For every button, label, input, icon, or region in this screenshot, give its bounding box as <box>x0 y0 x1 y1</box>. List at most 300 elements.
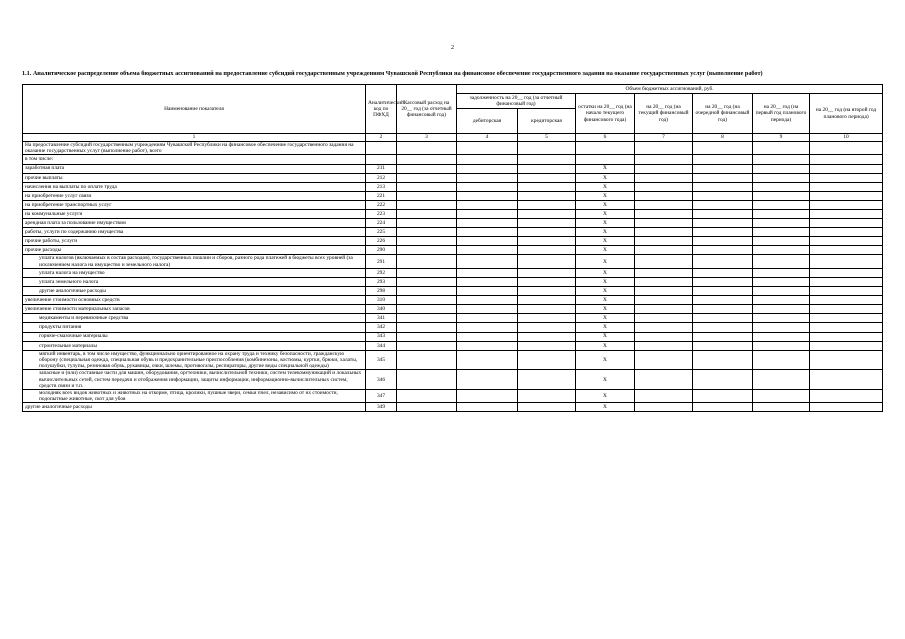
row-balance-mark: X <box>576 277 635 286</box>
row-balance-mark: X <box>576 268 635 277</box>
row-value-cell <box>397 350 457 370</box>
row-value-cell <box>635 350 693 370</box>
row-value-cell <box>397 268 457 277</box>
column-numbers-row <box>23 134 883 142</box>
row-value-cell <box>810 237 883 246</box>
header-debit: дебиторская <box>457 109 518 134</box>
row-value-cell <box>518 350 576 370</box>
row-value-cell <box>753 228 810 237</box>
table-row <box>23 191 883 200</box>
table-row <box>23 277 883 286</box>
header-code: Аналитический код по ПФХД <box>366 85 397 134</box>
row-value-cell <box>753 155 810 164</box>
header-cash: Кассовый расход на 20__ год (за отчетный финансовый год) <box>397 85 457 134</box>
row-balance-mark: X <box>576 332 635 341</box>
table-row <box>23 323 883 332</box>
row-value-cell <box>635 268 693 277</box>
row-name: увеличение стоимости основных средств <box>23 296 366 305</box>
row-value-cell <box>810 209 883 218</box>
row-value-cell <box>518 142 576 155</box>
row-value-cell <box>397 305 457 314</box>
row-value-cell <box>518 182 576 191</box>
document-title: 1.1. Аналитическое распределение объема бюджетных ассигнований на предоставление субсидий государственным учреждениям Чувашской Республики на финансовое обеспечение государственного задания на оказание государственных услуг (выполнение работ) <box>22 70 763 77</box>
row-balance-mark: X <box>576 182 635 191</box>
row-code: 293 <box>366 277 397 286</box>
row-value-cell <box>635 200 693 209</box>
row-value-cell <box>810 296 883 305</box>
row-code: 346 <box>366 370 397 390</box>
row-value-cell <box>397 370 457 390</box>
table-row <box>23 209 883 218</box>
table-row <box>23 370 883 390</box>
row-value-cell <box>518 287 576 296</box>
row-value-cell <box>753 370 810 390</box>
row-balance-mark: X <box>576 228 635 237</box>
row-value-cell <box>753 200 810 209</box>
row-value-cell <box>810 332 883 341</box>
row-value-cell <box>635 237 693 246</box>
row-value-cell <box>457 209 518 218</box>
row-value-cell <box>635 255 693 268</box>
allocation-table <box>22 84 883 412</box>
row-value-cell <box>810 389 883 402</box>
row-balance-mark <box>576 142 635 155</box>
row-name: уплата налогов (включаемых в состав расходов), государственных пошлин и сборов, разного рода платежей в бюджеты всех уровней (за исключением налога на имущество и земельного налога) <box>23 255 366 268</box>
row-value-cell <box>693 255 753 268</box>
table-row <box>23 255 883 268</box>
table-row <box>23 155 883 164</box>
row-name: горюче-смазочные материалы <box>23 332 366 341</box>
row-value-cell <box>693 314 753 323</box>
column-number: 6 <box>576 134 635 142</box>
table-row <box>23 219 883 228</box>
row-value-cell <box>810 228 883 237</box>
row-value-cell <box>457 332 518 341</box>
row-value-cell <box>397 142 457 155</box>
row-value-cell <box>810 403 883 412</box>
row-code <box>366 142 397 155</box>
header-balance: остатки на 20__ год (на начало текущего финансового года) <box>576 94 635 134</box>
table-row <box>23 173 883 182</box>
row-value-cell <box>457 389 518 402</box>
row-value-cell <box>693 237 753 246</box>
row-name: на приобретение услуг связи <box>23 191 366 200</box>
row-value-cell <box>810 341 883 350</box>
row-value-cell <box>635 191 693 200</box>
row-balance-mark: X <box>576 314 635 323</box>
table-row <box>23 182 883 191</box>
row-value-cell <box>753 323 810 332</box>
row-balance-mark: X <box>576 287 635 296</box>
row-code: 343 <box>366 332 397 341</box>
row-value-cell <box>810 255 883 268</box>
row-value-cell <box>635 370 693 390</box>
row-value-cell <box>635 389 693 402</box>
row-code: 291 <box>366 255 397 268</box>
row-value-cell <box>518 237 576 246</box>
row-value-cell <box>810 246 883 255</box>
row-value-cell <box>397 296 457 305</box>
row-code: 211 <box>366 164 397 173</box>
row-value-cell <box>635 142 693 155</box>
row-code: 292 <box>366 268 397 277</box>
row-value-cell <box>457 287 518 296</box>
table-row <box>23 228 883 237</box>
row-value-cell <box>518 268 576 277</box>
row-value-cell <box>397 287 457 296</box>
table-row <box>23 314 883 323</box>
row-balance-mark: X <box>576 403 635 412</box>
row-value-cell <box>518 164 576 173</box>
row-value-cell <box>635 341 693 350</box>
row-value-cell <box>518 228 576 237</box>
row-name: начисления на выплаты по оплате труда <box>23 182 366 191</box>
row-value-cell <box>518 296 576 305</box>
row-value-cell <box>693 389 753 402</box>
row-value-cell <box>457 370 518 390</box>
row-value-cell <box>693 173 753 182</box>
row-value-cell <box>518 191 576 200</box>
row-code: 344 <box>366 341 397 350</box>
table-row <box>23 142 883 155</box>
row-value-cell <box>518 403 576 412</box>
row-value-cell <box>693 332 753 341</box>
row-value-cell <box>693 191 753 200</box>
row-balance-mark: X <box>576 164 635 173</box>
row-value-cell <box>753 173 810 182</box>
row-value-cell <box>397 277 457 286</box>
row-balance-mark: X <box>576 255 635 268</box>
header-next: на 20__ год (на очередной финансовый год) <box>693 94 753 134</box>
row-name: заработная плата <box>23 164 366 173</box>
row-value-cell <box>635 228 693 237</box>
table-row <box>23 305 883 314</box>
table-row <box>23 246 883 255</box>
row-value-cell <box>753 268 810 277</box>
row-name: запасные и (или) составные части для машин, оборудования, оргтехники, вычислительной техники, систем телекоммуникаций и локальных вычислительных сетей, систем передачи и отображения информации, защиты информации, информационно-вычислительных систем, средств связи и т.п. <box>23 370 366 390</box>
row-name: прочие расходы <box>23 246 366 255</box>
row-value-cell <box>397 182 457 191</box>
row-balance-mark: X <box>576 296 635 305</box>
row-name: в том числе: <box>23 155 366 164</box>
row-name: на коммунальные услуги <box>23 209 366 218</box>
row-value-cell <box>397 237 457 246</box>
row-value-cell <box>693 403 753 412</box>
row-value-cell <box>457 268 518 277</box>
row-value-cell <box>635 182 693 191</box>
row-value-cell <box>693 287 753 296</box>
row-value-cell <box>753 350 810 370</box>
column-number: 7 <box>635 134 693 142</box>
row-value-cell <box>693 182 753 191</box>
row-value-cell <box>753 182 810 191</box>
row-name: прочие работы, услуги <box>23 237 366 246</box>
column-number: 9 <box>753 134 810 142</box>
row-balance-mark: X <box>576 237 635 246</box>
row-code: 212 <box>366 173 397 182</box>
row-code: 290 <box>366 246 397 255</box>
row-value-cell <box>457 255 518 268</box>
row-value-cell <box>693 246 753 255</box>
row-value-cell <box>397 246 457 255</box>
row-name: на приобретение транспортных услуг <box>23 200 366 209</box>
row-value-cell <box>753 246 810 255</box>
row-code: 226 <box>366 237 397 246</box>
row-name: другие аналогичные расходы <box>23 403 366 412</box>
row-value-cell <box>457 155 518 164</box>
row-code: 213 <box>366 182 397 191</box>
header-debt-group: задолженность на 20__ год (за отчетный финансовый год) <box>457 94 576 109</box>
row-code: 310 <box>366 296 397 305</box>
row-value-cell <box>518 219 576 228</box>
row-value-cell <box>457 403 518 412</box>
row-code: 224 <box>366 219 397 228</box>
row-value-cell <box>693 341 753 350</box>
row-value-cell <box>693 305 753 314</box>
row-value-cell <box>693 268 753 277</box>
row-value-cell <box>810 219 883 228</box>
row-value-cell <box>397 341 457 350</box>
row-value-cell <box>753 142 810 155</box>
row-name: работы, услуги по содержанию имущества <box>23 228 366 237</box>
row-value-cell <box>457 305 518 314</box>
table-row <box>23 164 883 173</box>
header-current: на 20__ год (на текущий финансовый год) <box>635 94 693 134</box>
row-value-cell <box>810 164 883 173</box>
row-value-cell <box>635 332 693 341</box>
row-value-cell <box>810 155 883 164</box>
header-plan1: на 20__ год (на первый год планового периода) <box>753 94 810 134</box>
row-value-cell <box>397 155 457 164</box>
row-value-cell <box>518 332 576 341</box>
table-row <box>23 403 883 412</box>
row-name: молодняк всех видов животных и животных на откорме, птица, кролики, пушные звери, семьи пчел, независимо от их стоимости, подопытные животные, скот для убоя <box>23 389 366 402</box>
column-number: 1 <box>23 134 366 142</box>
row-value-cell <box>397 191 457 200</box>
row-value-cell <box>397 219 457 228</box>
row-value-cell <box>810 173 883 182</box>
row-code: 223 <box>366 209 397 218</box>
table-row <box>23 237 883 246</box>
row-value-cell <box>810 287 883 296</box>
row-value-cell <box>397 323 457 332</box>
row-value-cell <box>810 277 883 286</box>
table-row <box>23 350 883 370</box>
row-value-cell <box>753 314 810 323</box>
row-value-cell <box>635 277 693 286</box>
row-value-cell <box>810 314 883 323</box>
row-value-cell <box>810 268 883 277</box>
row-value-cell <box>518 155 576 164</box>
row-value-cell <box>635 403 693 412</box>
row-value-cell <box>635 305 693 314</box>
column-number: 4 <box>457 134 518 142</box>
row-balance-mark: X <box>576 191 635 200</box>
row-value-cell <box>518 370 576 390</box>
row-name: строительные материалы <box>23 341 366 350</box>
row-value-cell <box>753 209 810 218</box>
row-value-cell <box>635 323 693 332</box>
row-code: 347 <box>366 389 397 402</box>
row-value-cell <box>635 246 693 255</box>
column-number: 8 <box>693 134 753 142</box>
row-value-cell <box>810 182 883 191</box>
row-value-cell <box>753 296 810 305</box>
row-value-cell <box>635 314 693 323</box>
row-balance-mark: X <box>576 219 635 228</box>
row-code: 342 <box>366 323 397 332</box>
header-plan2: на 20__ год (на второй год планового периода) <box>810 94 883 134</box>
column-number: 5 <box>518 134 576 142</box>
row-value-cell <box>635 209 693 218</box>
row-name: уплата налога на имущество <box>23 268 366 277</box>
row-value-cell <box>397 209 457 218</box>
row-value-cell <box>397 314 457 323</box>
row-value-cell <box>693 200 753 209</box>
row-value-cell <box>397 228 457 237</box>
row-value-cell <box>457 200 518 209</box>
row-value-cell <box>518 246 576 255</box>
row-value-cell <box>810 142 883 155</box>
row-value-cell <box>397 255 457 268</box>
row-value-cell <box>810 350 883 370</box>
row-value-cell <box>753 219 810 228</box>
row-value-cell <box>397 389 457 402</box>
row-value-cell <box>810 191 883 200</box>
row-value-cell <box>457 296 518 305</box>
row-value-cell <box>635 155 693 164</box>
page-number: 2 <box>451 45 454 51</box>
row-name: другие аналогичные расходы <box>23 287 366 296</box>
row-value-cell <box>810 370 883 390</box>
row-balance-mark: X <box>576 209 635 218</box>
row-balance-mark: X <box>576 323 635 332</box>
row-value-cell <box>457 191 518 200</box>
row-name: прочие выплаты <box>23 173 366 182</box>
row-value-cell <box>635 296 693 305</box>
table-row <box>23 296 883 305</box>
row-value-cell <box>397 164 457 173</box>
column-number: 10 <box>810 134 883 142</box>
row-value-cell <box>753 305 810 314</box>
row-value-cell <box>457 237 518 246</box>
row-value-cell <box>753 164 810 173</box>
row-value-cell <box>693 228 753 237</box>
row-value-cell <box>753 287 810 296</box>
table-row <box>23 287 883 296</box>
row-value-cell <box>457 277 518 286</box>
row-value-cell <box>635 287 693 296</box>
row-name: уплата земельного налога <box>23 277 366 286</box>
row-value-cell <box>753 277 810 286</box>
row-value-cell <box>693 219 753 228</box>
row-code: 222 <box>366 200 397 209</box>
row-value-cell <box>693 277 753 286</box>
row-value-cell <box>635 164 693 173</box>
row-code: 221 <box>366 191 397 200</box>
row-balance-mark: X <box>576 173 635 182</box>
row-name: продукты питания <box>23 323 366 332</box>
table-row <box>23 389 883 402</box>
row-value-cell <box>753 389 810 402</box>
row-value-cell <box>457 228 518 237</box>
row-name: увеличение стоимости материальных запасов <box>23 305 366 314</box>
row-value-cell <box>397 200 457 209</box>
row-name: арендная плата за пользование имуществом <box>23 219 366 228</box>
row-value-cell <box>753 191 810 200</box>
row-value-cell <box>693 209 753 218</box>
row-value-cell <box>397 403 457 412</box>
row-balance-mark: X <box>576 370 635 390</box>
header-volume: Объем бюджетных ассигнований, руб. <box>457 85 883 94</box>
column-number: 3 <box>397 134 457 142</box>
row-value-cell <box>457 219 518 228</box>
row-code: 298 <box>366 287 397 296</box>
row-value-cell <box>753 255 810 268</box>
row-value-cell <box>693 296 753 305</box>
row-value-cell <box>518 341 576 350</box>
row-value-cell <box>518 323 576 332</box>
row-value-cell <box>457 173 518 182</box>
row-value-cell <box>693 370 753 390</box>
row-value-cell <box>457 350 518 370</box>
row-value-cell <box>397 332 457 341</box>
row-value-cell <box>518 255 576 268</box>
row-code <box>366 155 397 164</box>
row-value-cell <box>397 173 457 182</box>
row-value-cell <box>753 403 810 412</box>
row-value-cell <box>635 219 693 228</box>
row-value-cell <box>457 246 518 255</box>
row-value-cell <box>518 277 576 286</box>
table-row <box>23 268 883 277</box>
table-row <box>23 332 883 341</box>
column-number: 2 <box>366 134 397 142</box>
table-row <box>23 341 883 350</box>
row-value-cell <box>518 200 576 209</box>
row-code: 340 <box>366 305 397 314</box>
table-body <box>23 142 883 412</box>
row-balance-mark: X <box>576 350 635 370</box>
row-name: На предоставление субсидий государственным учреждениям Чувашской Республики на финансовое обеспечение государственного задания на оказание государственных услуг (выполнение работ), всего <box>23 142 366 155</box>
row-balance-mark: X <box>576 305 635 314</box>
row-code: 349 <box>366 403 397 412</box>
row-name: медикаменты и перевязочные средства <box>23 314 366 323</box>
row-value-cell <box>457 341 518 350</box>
header-credit: кредиторская <box>518 109 576 134</box>
table-row <box>23 200 883 209</box>
row-value-cell <box>810 305 883 314</box>
row-name: мягкий инвентарь, в том числе имущество, функционально ориентированное на охрану труда и технику безопасности, гражданскую оборону (специальная одежда, специальная обувь и предохранительные приспособления (комбинезоны, костюмы, куртки, брюки, халаты, полушубки, тулупы, резиновая обувь, рукавицы, очки, шлемы, противогазы, респираторы, другие виды специальной одежды) <box>23 350 366 370</box>
row-value-cell <box>693 323 753 332</box>
row-value-cell <box>457 164 518 173</box>
row-balance-mark: X <box>576 341 635 350</box>
row-value-cell <box>457 142 518 155</box>
row-value-cell <box>753 237 810 246</box>
row-value-cell <box>457 314 518 323</box>
row-balance-mark: X <box>576 200 635 209</box>
row-value-cell <box>810 323 883 332</box>
row-value-cell <box>518 314 576 323</box>
row-value-cell <box>635 173 693 182</box>
row-value-cell <box>693 350 753 370</box>
row-value-cell <box>518 173 576 182</box>
row-balance-mark: X <box>576 246 635 255</box>
row-code: 225 <box>366 228 397 237</box>
row-value-cell <box>753 332 810 341</box>
row-code: 341 <box>366 314 397 323</box>
row-value-cell <box>518 305 576 314</box>
